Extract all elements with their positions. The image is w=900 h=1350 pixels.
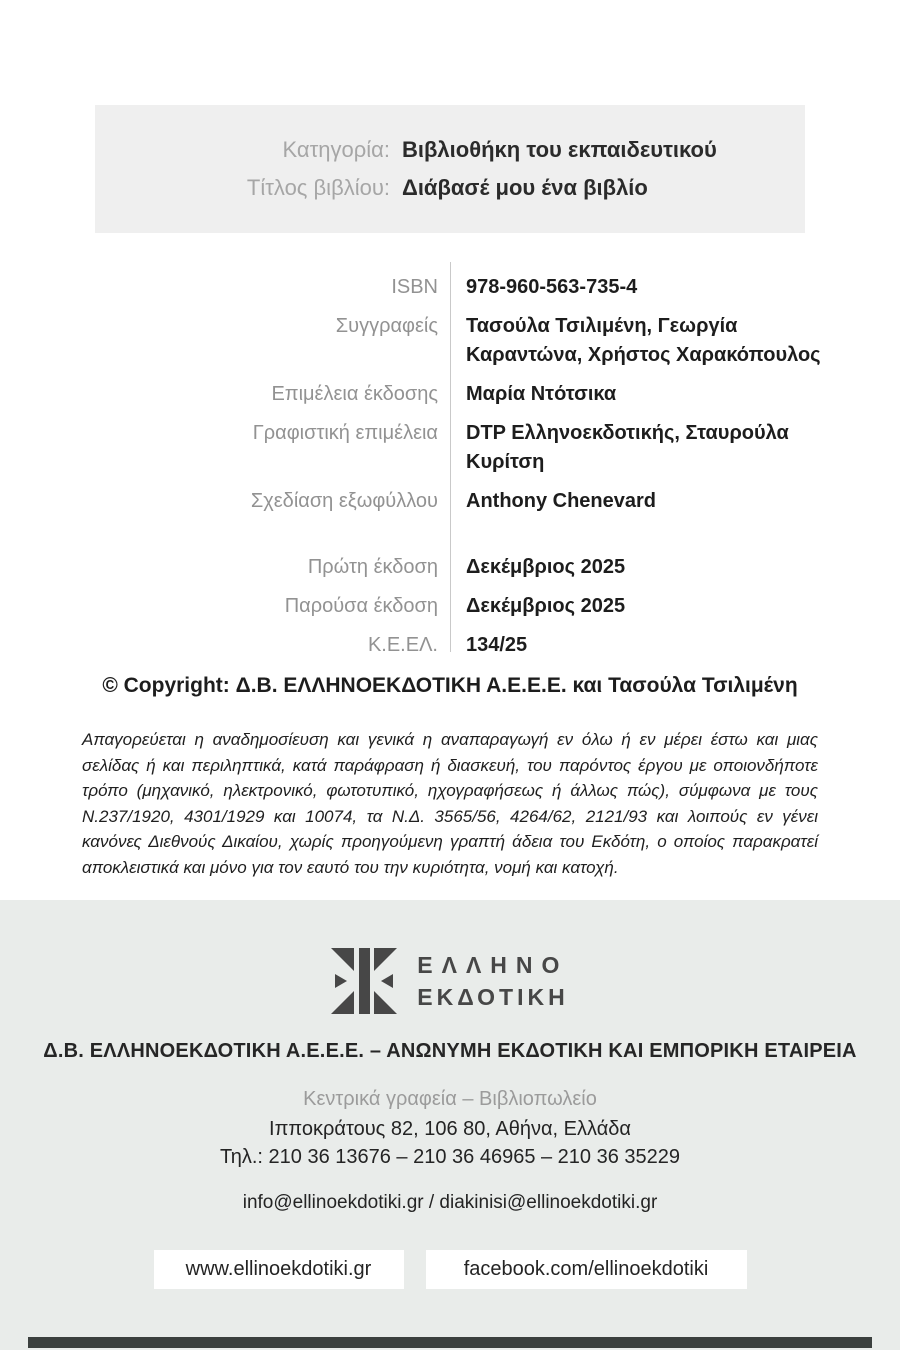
bottom-accent-bar bbox=[28, 1337, 872, 1348]
isbn-value: 978-960-563-735-4 bbox=[466, 276, 638, 298]
category-value: Βιβλιοθήκη του εκπαιδευτικού bbox=[402, 137, 717, 162]
company-name: Δ.Β. ΕΛΛΗΝΟΕΚΔΟΤΙΚΗ Α.Ε.Ε.Ε. – ΑΝΩΝΥΜΗ ΕΚΔΟΤΙΚΗ ΚΑΙ ΕΜΠΟΡΙΚΗ ΕΤΑΙΡΕΙΑ bbox=[43, 1040, 857, 1062]
keel-label: Κ.Ε.ΕΛ. bbox=[367, 634, 438, 656]
book-info-box bbox=[95, 105, 805, 233]
offices-label: Κεντρικά γραφεία – Βιβλιοπωλείο bbox=[303, 1088, 597, 1110]
category-label: Κατηγορία: bbox=[282, 137, 390, 162]
legal-notice: Απαγορεύεται η αναδημοσίευση και γενικά η αναπαραγωγή εν όλω ή εν μέρει έστω και μιας σελίδας ή και περιληπτικά, κατά παράφραση ή διασκευή, του παρόντος έργου με οποιονδήποτε τρόπο (μηχανικό, ηλεκτρονικό, φωτοτυπικό, ηχογραφήσεως ή άλλως πώς), σύμφωνα με τους Ν.237/1920, 4301/1929 και 10074, τα Ν.Δ. 3565/56, 4264/62, 2121/93 και λοιπούς εν γένει κανόνες Διεθνούς Δικαίου, χωρίς προηγούμενη γραπτή άδεια του Εκδότη, ο οποίος παρακρατεί αποκλειστικά και μόνο για τον εαυτό του την κυριότητα, νομή και κατοχή. bbox=[82, 730, 818, 877]
cover-design-label: Σχεδίαση εξωφύλλου bbox=[250, 490, 438, 512]
logo-wordmark bbox=[417, 949, 568, 1013]
publication-meta bbox=[0, 268, 900, 665]
address-line: Ιπποκράτους 82, 106 80, Αθήνα, Ελλάδα bbox=[269, 1118, 631, 1140]
website-link[interactable]: www.ellinoekdotiki.gr bbox=[154, 1250, 404, 1289]
publisher-emblem-icon bbox=[331, 948, 397, 1014]
book-title-label: Τίτλος βιβλίου: bbox=[246, 175, 390, 200]
copyright-line: © Copyright: Δ.Β. ΕΛΛΗΝΟΕΚΔΟΤΙΚΗ Α.Ε.Ε.Ε. και Τασούλα Τσιλιμένη bbox=[102, 674, 798, 697]
graphic-design-label: Γραφιστική επιμέλεια bbox=[252, 422, 438, 444]
facebook-link[interactable]: facebook.com/ellinoekdotiki bbox=[426, 1250, 747, 1289]
email-line: info@ellinoekdotiki.gr / diakinisi@ellinoekdotiki.gr bbox=[242, 1192, 658, 1213]
first-edition-value: Δεκέμβριος 2025 bbox=[466, 556, 626, 578]
divider-line bbox=[450, 262, 451, 652]
current-edition-value: Δεκέμβριος 2025 bbox=[466, 595, 626, 617]
current-edition-label: Παρούσα έκδοση bbox=[284, 595, 438, 617]
first-edition-label: Πρώτη έκδοση bbox=[307, 556, 438, 578]
editing-label: Επιμέλεια έκδοσης bbox=[271, 383, 438, 405]
graphic-design-value: DTP Ελληνοεκδοτικής, Σταυρούλα Κυρίτση bbox=[466, 422, 789, 473]
category-row bbox=[95, 134, 805, 166]
book-title-row bbox=[95, 172, 805, 204]
editing-value: Μαρία Ντότσικα bbox=[466, 383, 617, 405]
authors-value: Τασούλα Τσιλιμένη, Γεωργία Καραντώνα, Χρήστος Χαρακόπουλος bbox=[466, 315, 821, 366]
keel-value: 134/25 bbox=[466, 634, 528, 656]
book-title-value: Διάβασέ μου ένα βιβλίο bbox=[402, 175, 648, 200]
cover-design-value: Anthony Chenevard bbox=[466, 490, 657, 512]
phone-line: Τηλ.: 210 36 13676 – 210 36 46965 – 210 36 35229 bbox=[219, 1146, 681, 1168]
logo-wordmark-line1: ΕΛΛΗΝΟ bbox=[417, 952, 569, 978]
publisher-logo bbox=[0, 948, 900, 1014]
authors-label: Συγγραφείς bbox=[335, 315, 438, 337]
isbn-label: ISBN bbox=[391, 276, 438, 298]
logo-wordmark-line2: ΕΚΔΟΤΙΚΗ bbox=[417, 984, 569, 1010]
links-row bbox=[0, 1250, 900, 1289]
publisher-footer bbox=[0, 900, 900, 1350]
